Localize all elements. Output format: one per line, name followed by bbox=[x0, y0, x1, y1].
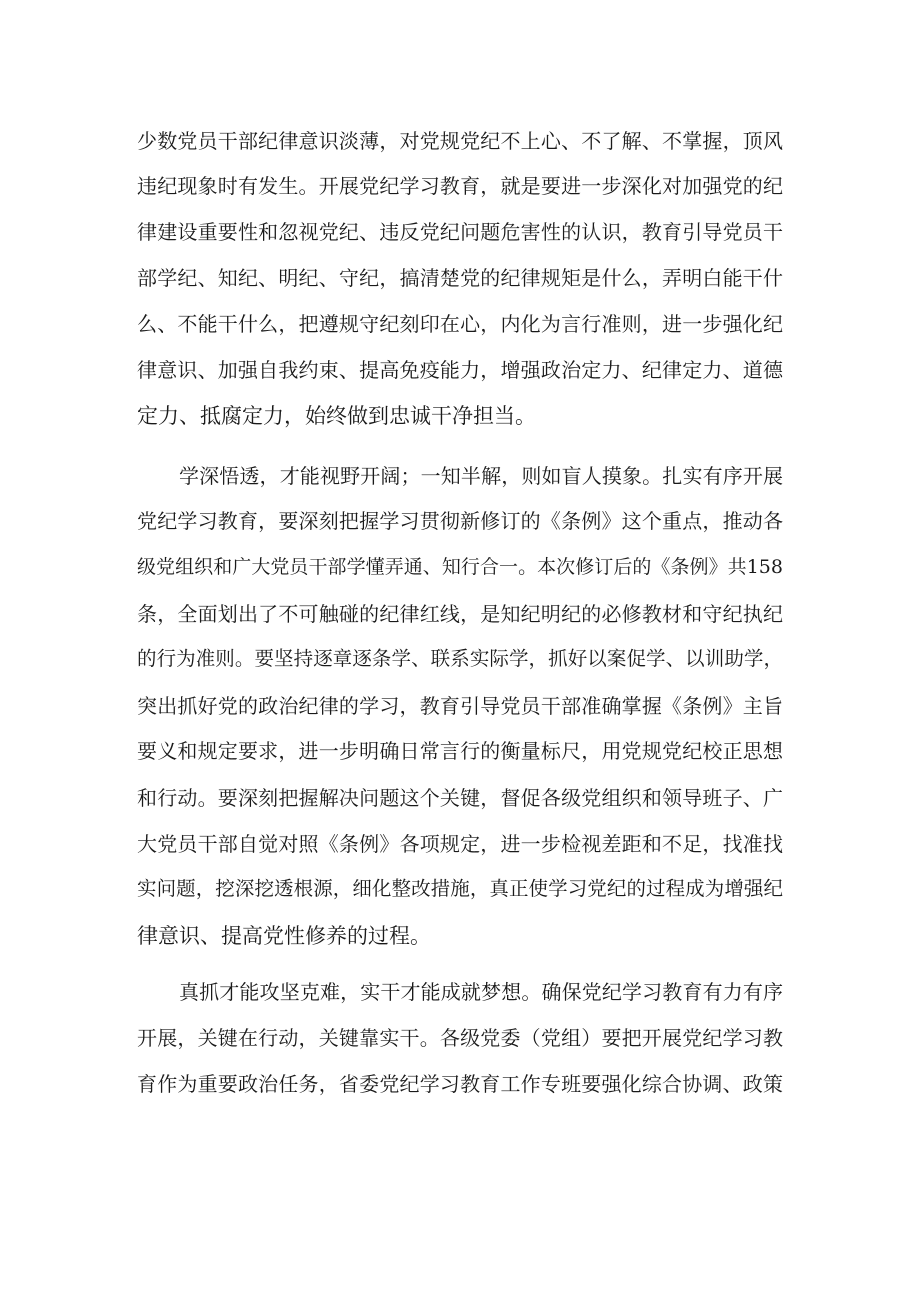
paragraph-1-line-5: 么、不能干什么，把遵规守纪刻印在心，内化为言行准则，进一步强化纪 bbox=[137, 312, 783, 336]
paragraph-3-line-2: 开展，关键在行动，关键靠实干。各级党委（党组）要把开展党纪学习教 bbox=[137, 1026, 783, 1050]
paragraph-2-line-6: 突出抓好党的政治纪律的学习，教育引导党员干部准确掌握《条例》主旨 bbox=[137, 694, 783, 718]
paragraph-2-line-8: 和行动。要深刻把握解决问题这个关键，督促各级党组织和领导班子、广 bbox=[137, 786, 783, 810]
paragraph-2-line-10: 实问题，挖深挖透根源，细化整改措施，真正使学习党纪的过程成为增强纪 bbox=[137, 877, 783, 900]
paragraph-2-line-5: 的行为准则。要坚持逐章逐条学、联系实际学，抓好以案促学、以训助学， bbox=[137, 647, 783, 670]
paragraph-1-line-2: 违纪现象时有发生。开展党纪学习教育，就是要进一步深化对加强党的纪 bbox=[137, 174, 783, 198]
paragraph-2-line-2: 党纪学习教育，要深刻把握学习贯彻新修订的《条例》这个重点，推动各 bbox=[137, 509, 783, 533]
paragraph-2-line-1: 学深悟透，才能视野开阔；一知半解，则如盲人摸象。扎实有序开展 bbox=[179, 464, 783, 488]
paragraph-3-line-3: 育作为重要政治任务，省委党纪学习教育工作专班要强化综合协调、政策 bbox=[137, 1072, 783, 1096]
paragraph-1-line-7: 定力、抵腐定力，始终做到忠诚干净担当。 bbox=[137, 404, 536, 428]
paragraph-2-line-9: 大党员干部自觉对照《条例》各项规定，进一步检视差距和不足，找准找 bbox=[137, 832, 783, 856]
paragraph-2-line-3: 级党组织和广大党员干部学懂弄通、知行合一。本次修订后的《条例》共158 bbox=[137, 556, 783, 578]
paragraph-1-line-1: 少数党员干部纪律意识淡薄，对党规党纪不上心、不了解、不掌握，顶风 bbox=[137, 129, 783, 153]
paragraph-1-line-4: 部学纪、知纪、明纪、守纪，搞清楚党的纪律规矩是什么，弄明白能干什 bbox=[137, 266, 783, 290]
paragraph-1-line-6: 律意识、加强自我约束、提高免疫能力，增强政治定力、纪律定力、道德 bbox=[137, 358, 783, 382]
paragraph-3-line-1: 真抓才能攻坚克难，实干才能成就梦想。确保党纪学习教育有力有序 bbox=[179, 980, 783, 1004]
paragraph-1-line-3: 律建设重要性和忽视党纪、违反党纪问题危害性的认识，教育引导党员干 bbox=[137, 220, 783, 244]
paragraph-2-line-7: 要义和规定要求，进一步明确日常言行的衡量标尺，用党规党纪校正思想 bbox=[137, 739, 783, 763]
paragraph-2-line-11: 律意识、提高党性修养的过程。 bbox=[137, 924, 431, 948]
paragraph-2-line-4: 条，全面划出了不可触碰的纪律红线，是知纪明纪的必修教材和守纪执纪 bbox=[137, 602, 783, 626]
